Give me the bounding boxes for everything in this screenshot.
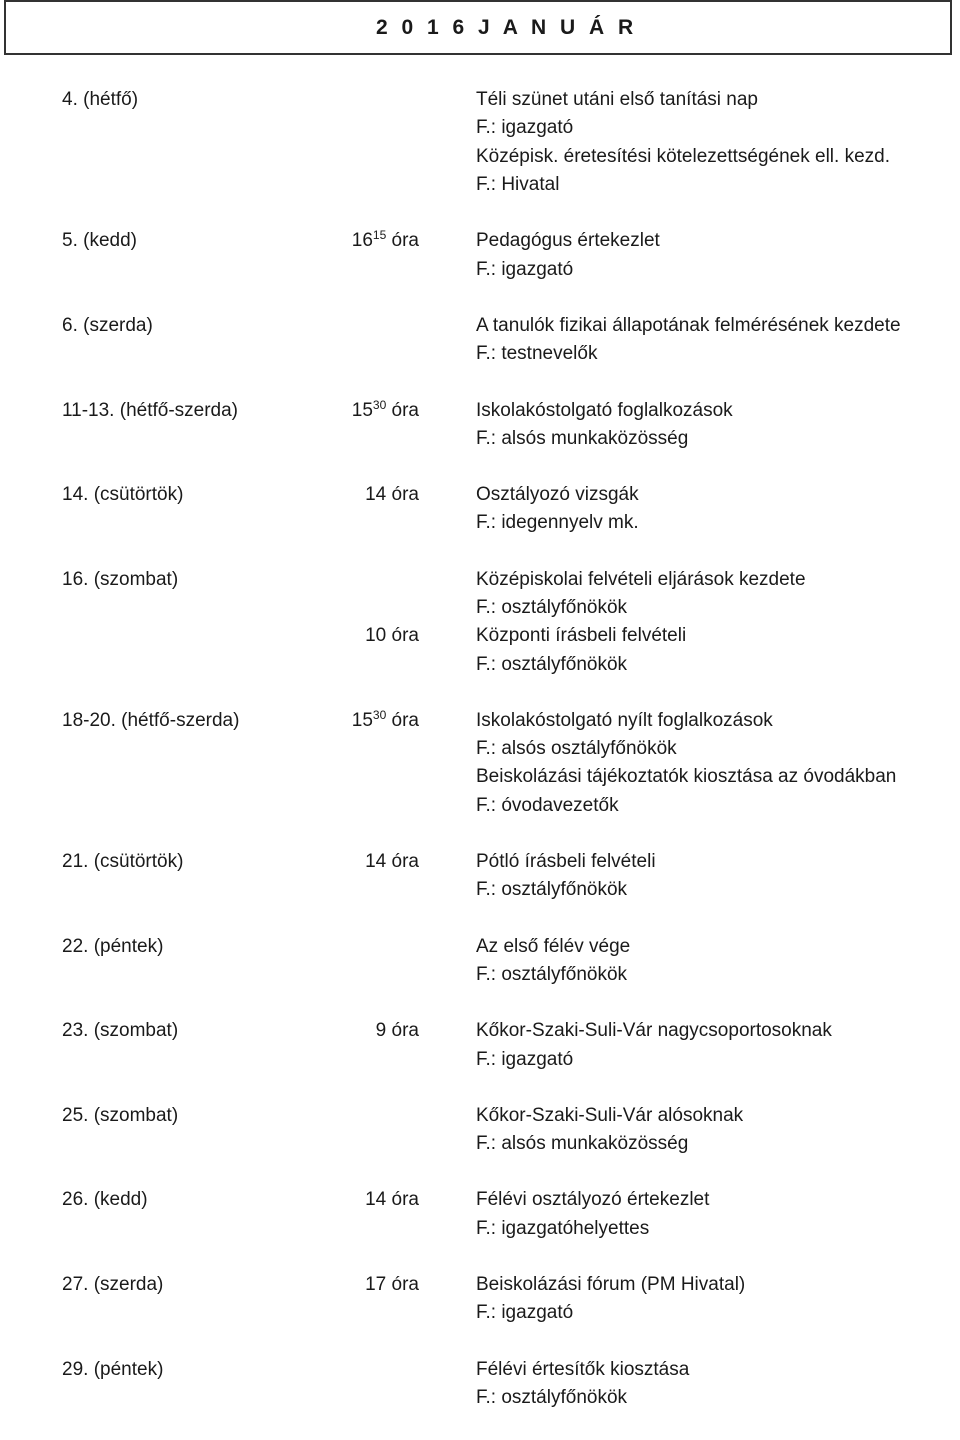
schedule-row <box>62 961 952 989</box>
time-unit: óra <box>386 851 419 873</box>
event-label: A tanulók fizikai állapotának felmérésének kezdete <box>476 314 901 336</box>
day-label: 25. (szombat) <box>62 1104 179 1126</box>
responsible-label: F.: Hivatal <box>476 174 560 196</box>
schedule-entry <box>62 1356 952 1413</box>
schedule-row <box>62 1017 952 1045</box>
header-box <box>4 0 952 55</box>
time-hour: 10 <box>365 625 387 647</box>
event-label: Kőkor-Szaki-Suli-Vár alósoknak <box>476 1104 744 1126</box>
time-hour: 16 <box>351 230 373 252</box>
day-label: 16. (szombat) <box>62 568 179 590</box>
schedule-row <box>62 1384 952 1412</box>
day-label: 5. (kedd) <box>62 230 137 252</box>
schedule-row <box>62 1271 952 1299</box>
time-unit: óra <box>386 1274 419 1296</box>
event-label: Középisk. éretesítési kötelezettségének ell. kezd. <box>476 145 891 167</box>
time-hour: 17 <box>365 1274 387 1296</box>
event-label: Kőkor-Szaki-Suli-Vár nagycsoportosoknak <box>476 1020 832 1042</box>
time-hour: 14 <box>365 851 387 873</box>
event-label: Beiskolázási tájékoztatók kiosztása az óvodákban <box>476 766 897 788</box>
schedule-row <box>62 650 952 678</box>
schedule-row <box>62 143 952 171</box>
day-label: 4. (hétfő) <box>62 89 139 111</box>
day-label: 23. (szombat) <box>62 1020 179 1042</box>
time-hour: 9 <box>375 1020 387 1042</box>
event-label: Központi írásbeli felvételi <box>476 625 687 647</box>
schedule-entry <box>62 933 952 990</box>
time-unit: óra <box>386 709 419 731</box>
schedule-row <box>62 735 952 763</box>
schedule-entry <box>62 86 952 199</box>
responsible-label: F.: osztályfőnökök <box>476 879 628 901</box>
time-label <box>262 230 419 252</box>
schedule-row <box>62 763 952 791</box>
day-label: 14. (csütörtök) <box>62 484 184 506</box>
schedule-entry <box>62 481 952 538</box>
schedule-row <box>62 425 952 453</box>
time-unit: óra <box>386 230 419 252</box>
schedule-row <box>62 1215 952 1243</box>
schedule-entry <box>62 707 952 820</box>
time-label <box>262 625 419 647</box>
time-hour: 15 <box>351 399 373 421</box>
schedule-row <box>62 396 952 424</box>
schedule-row <box>62 933 952 961</box>
day-label: 21. (csütörtök) <box>62 851 184 873</box>
time-minutes: 30 <box>372 397 387 412</box>
schedule-row <box>62 707 952 735</box>
responsible-label: F.: testnevelők <box>476 343 598 365</box>
event-label: Félévi osztályozó értekezlet <box>476 1189 710 1211</box>
event-label: Középiskolai felvételi eljárások kezdete <box>476 568 806 590</box>
responsible-label: F.: alsós osztályfőnökök <box>476 738 677 760</box>
schedule-row <box>62 114 952 142</box>
responsible-label: F.: idegennyelv mk. <box>476 512 639 534</box>
schedule-row <box>62 1130 952 1158</box>
schedule-row <box>62 171 952 199</box>
responsible-label: F.: alsós munkaközösség <box>476 427 689 449</box>
time-minutes: 15 <box>372 228 387 243</box>
day-label: 11-13. (hétfő-szerda) <box>62 399 239 421</box>
schedule-row <box>62 1186 952 1214</box>
time-label <box>262 1274 419 1296</box>
schedule-entry <box>62 312 952 369</box>
schedule-row <box>62 848 952 876</box>
time-minutes: 30 <box>372 707 387 722</box>
event-label: Iskolakóstolgató foglalkozások <box>476 399 733 421</box>
schedule-entry <box>62 1271 952 1328</box>
schedule-row <box>62 1299 952 1327</box>
event-label: Osztályozó vizsgák <box>476 484 639 506</box>
event-label: Pedagógus értekezlet <box>476 230 660 252</box>
responsible-label: F.: osztályfőnökök <box>476 963 628 985</box>
schedule-entry <box>62 227 952 284</box>
time-unit: óra <box>386 484 419 506</box>
schedule-row <box>62 792 952 820</box>
responsible-label: F.: igazgató <box>476 258 574 280</box>
schedule-entry <box>62 566 952 679</box>
day-label: 6. (szerda) <box>62 314 153 336</box>
schedule-row <box>62 1356 952 1384</box>
schedule-entry <box>62 848 952 905</box>
day-label: 27. (szerda) <box>62 1274 164 1296</box>
schedule-row <box>62 566 952 594</box>
event-label: Félévi értesítők kiosztása <box>476 1358 690 1380</box>
responsible-label: F.: óvodavezetők <box>476 794 619 816</box>
schedule-row <box>62 340 952 368</box>
responsible-label: F.: igazgató <box>476 1302 574 1324</box>
responsible-label: F.: osztályfőnökök <box>476 653 628 675</box>
time-hour: 14 <box>365 484 387 506</box>
schedule-row <box>62 481 952 509</box>
time-unit: óra <box>386 399 419 421</box>
day-label: 18-20. (hétfő-szerda) <box>62 709 240 731</box>
page-title: 2 0 1 6 J A N U Á R <box>376 15 638 39</box>
event-label: Az első félév vége <box>476 935 631 957</box>
time-label <box>262 484 419 506</box>
event-label: Beiskolázási fórum (PM Hivatal) <box>476 1274 746 1296</box>
schedule-entry <box>62 1102 952 1159</box>
responsible-label: F.: osztályfőnökök <box>476 597 628 618</box>
schedule-row <box>62 622 952 650</box>
event-label: Iskolakóstolgató nyílt foglalkozások <box>476 709 773 731</box>
schedule-row <box>62 227 952 255</box>
schedule-entry <box>62 396 952 453</box>
schedule-row <box>62 876 952 904</box>
schedule-row <box>62 1045 952 1073</box>
responsible-label: F.: igazgatóhelyettes <box>476 1217 650 1239</box>
schedule-row <box>62 594 952 622</box>
event-label: Pótló írásbeli felvételi <box>476 851 656 873</box>
schedule-row <box>62 509 952 537</box>
time-label <box>262 707 419 732</box>
time-hour: 15 <box>351 709 373 731</box>
schedule-row <box>62 86 952 114</box>
time-label <box>262 1189 419 1211</box>
schedule-row <box>62 255 952 283</box>
responsible-label: F.: igazgató <box>476 117 574 139</box>
time-unit: óra <box>386 1020 419 1042</box>
schedule-row <box>62 312 952 340</box>
time-unit: óra <box>386 625 419 647</box>
time-label <box>262 397 419 422</box>
time-label <box>262 851 419 873</box>
responsible-label: F.: alsós munkaközösség <box>476 1133 689 1155</box>
schedule-list <box>62 86 952 1440</box>
day-label: 26. (kedd) <box>62 1189 148 1211</box>
schedule-entry <box>62 1017 952 1074</box>
schedule-entry <box>62 1186 952 1243</box>
time-label <box>262 1020 419 1042</box>
responsible-label: F.: igazgató <box>476 1048 574 1070</box>
day-label: 22. (péntek) <box>62 935 164 957</box>
time-unit: óra <box>386 1189 419 1211</box>
event-label: Téli szünet utáni első tanítási nap <box>476 89 759 111</box>
day-label: 29. (péntek) <box>62 1358 164 1380</box>
responsible-label: F.: osztályfőnökök <box>476 1386 628 1408</box>
schedule-row <box>62 1102 952 1130</box>
time-hour: 14 <box>365 1189 387 1211</box>
